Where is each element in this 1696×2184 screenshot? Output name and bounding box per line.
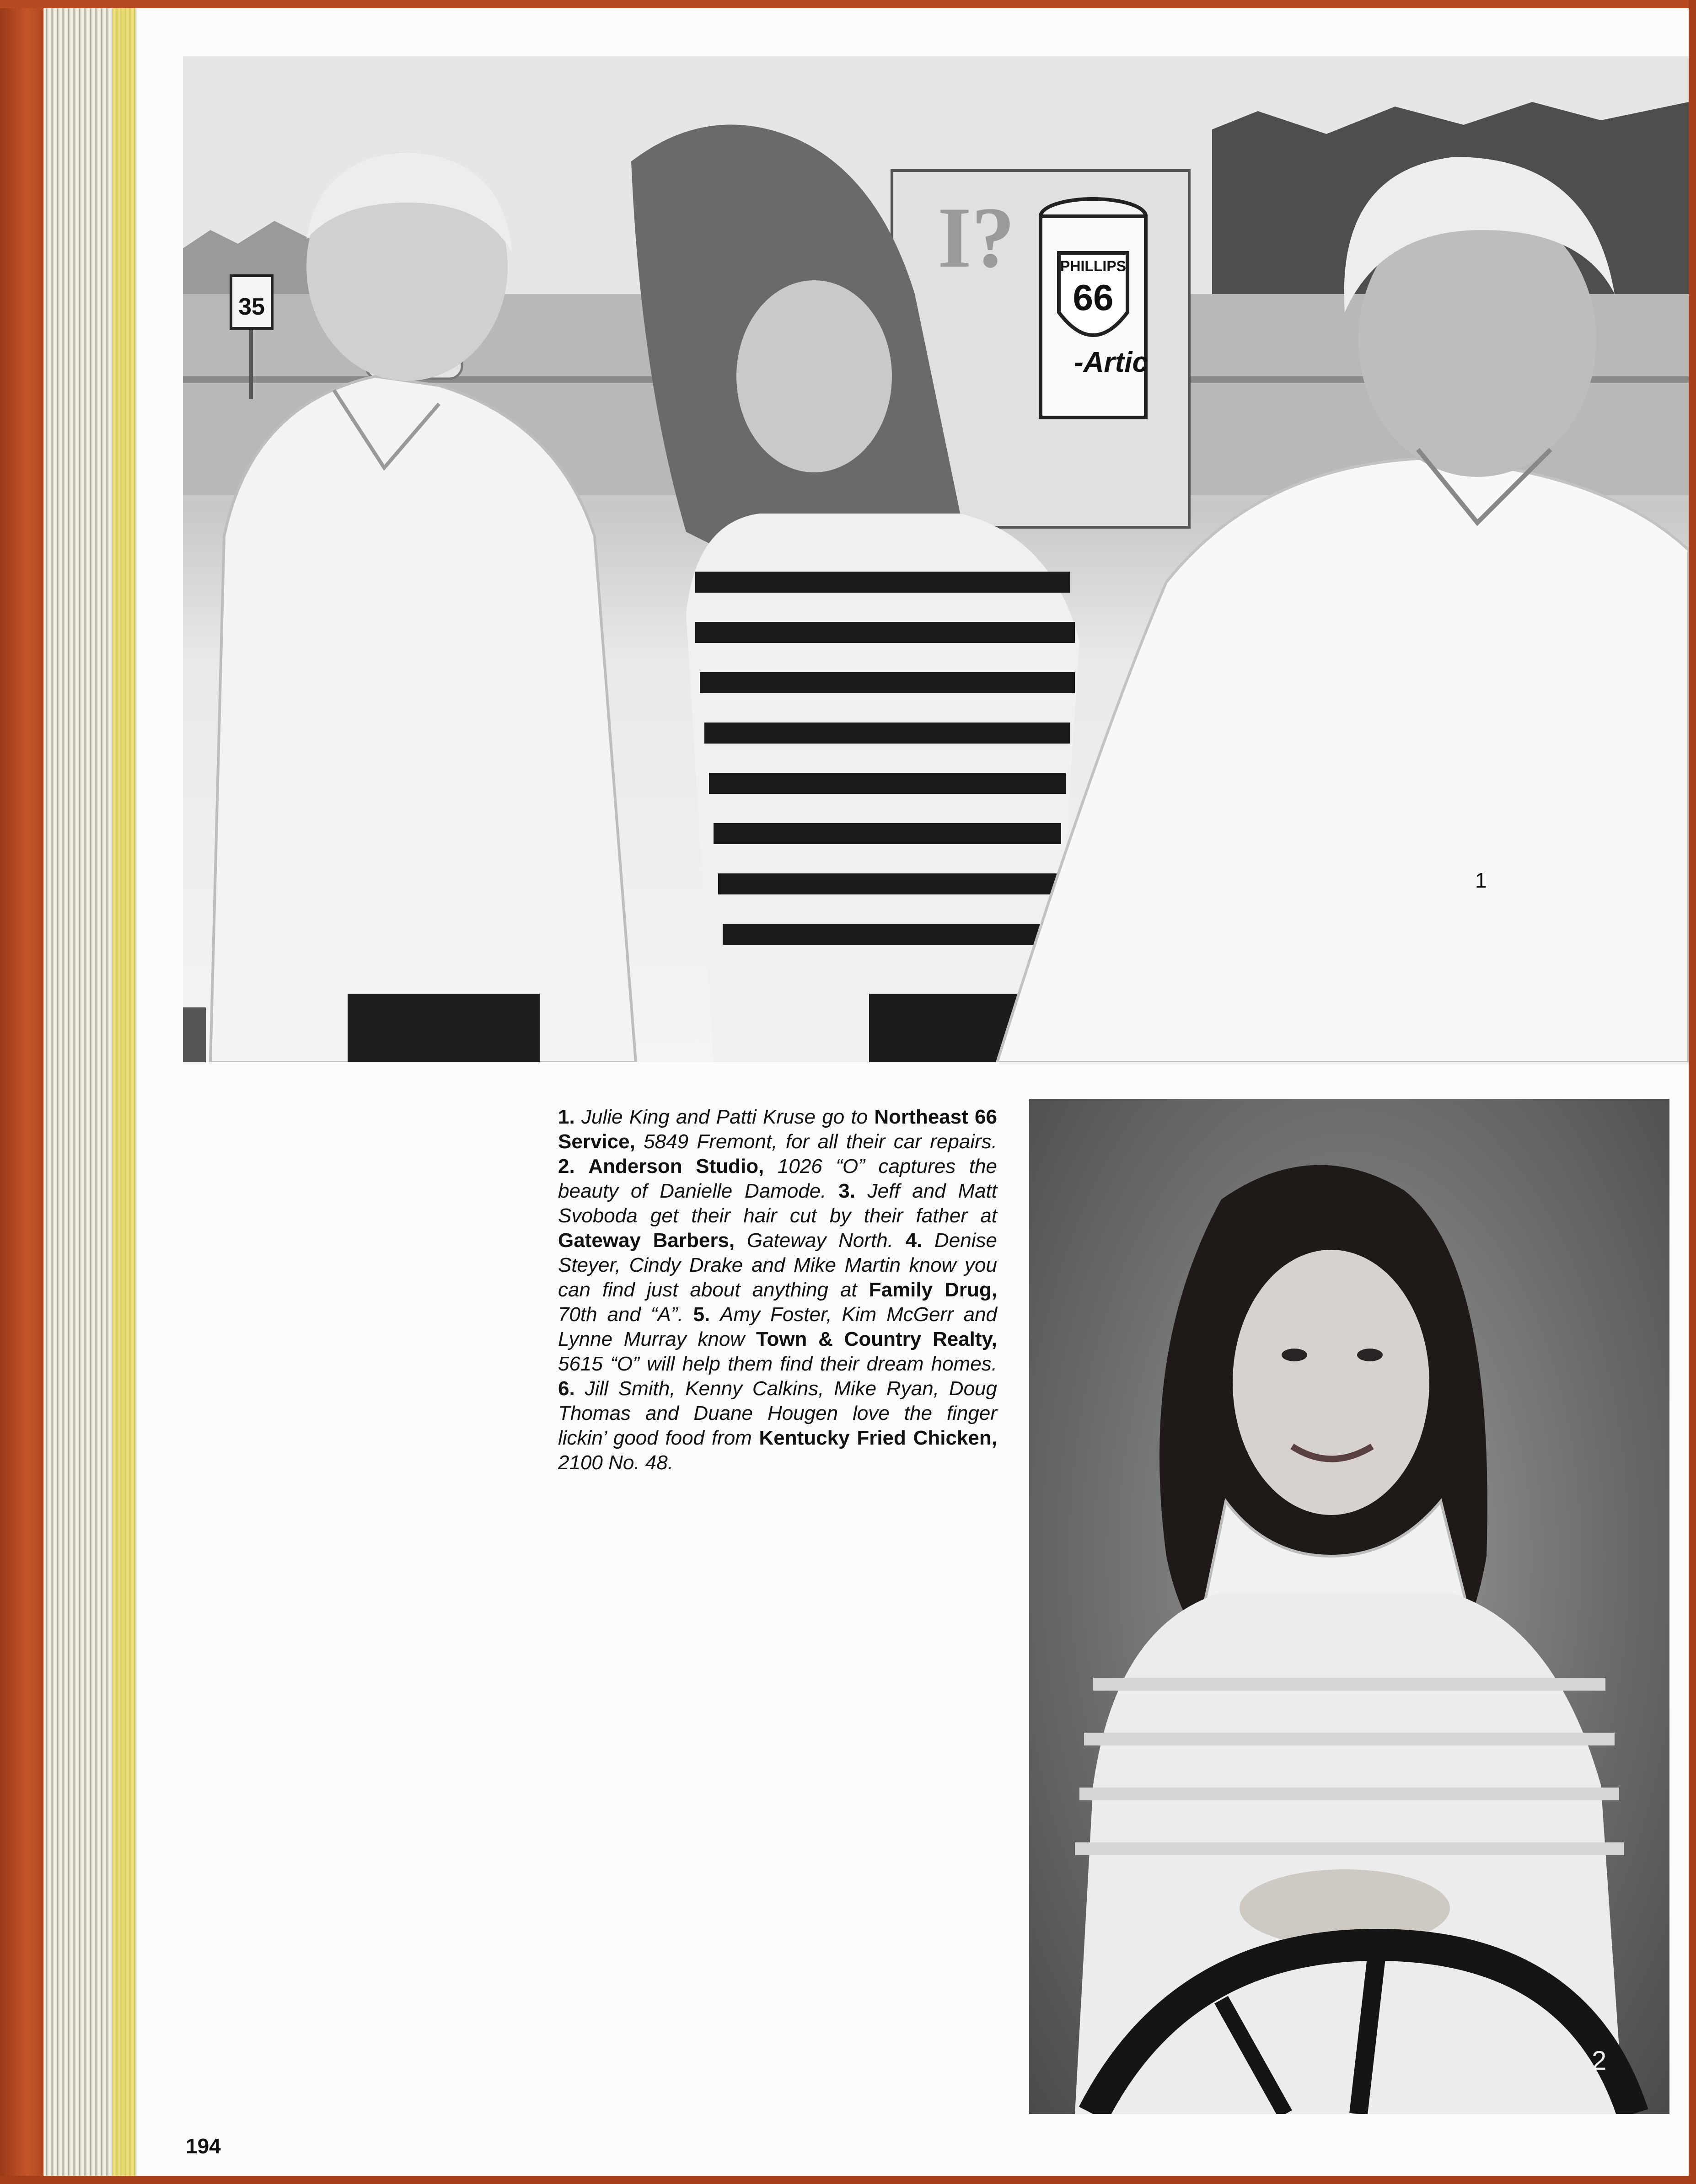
- sign-brand: PHILLIPS: [1060, 258, 1127, 274]
- caption-business-name: Family Drug,: [869, 1279, 998, 1301]
- yearbook-page: [137, 8, 1689, 2176]
- book-cover-top: [0, 0, 1696, 8]
- caption-item-number: 6.: [558, 1377, 575, 1400]
- caption-text: 2100 No. 48.: [558, 1451, 673, 1474]
- page-number: 194: [186, 2134, 221, 2158]
- photo-gas-station-illustration: [183, 56, 1689, 1062]
- caption-item-number: 3.: [838, 1180, 855, 1202]
- caption-item-number: 2.: [558, 1155, 575, 1178]
- photo-portrait: [1029, 1099, 1669, 2114]
- photo-portrait-illustration: [1029, 1099, 1669, 2114]
- caption-business-name: Kentucky Fried Chicken,: [759, 1427, 997, 1449]
- photo-2-number: 2: [1592, 2046, 1607, 2076]
- sign-headline: I?: [938, 190, 1015, 286]
- caption-text: Amy Foster, Kim McGerr and Lynne Murray know: [558, 1303, 998, 1350]
- caption-text: Gateway North.: [735, 1229, 893, 1252]
- photo-gas-station: [183, 56, 1689, 1062]
- caption-text: Jill Smith, Kenny Calkins, Mike Ryan, Doug Thomas and Duane Hougen love the finger lickin’ good food from: [558, 1377, 997, 1449]
- photo-1-number: 1: [1475, 868, 1487, 892]
- caption-text: 5849 Fremont, for all their car repairs.: [635, 1130, 997, 1153]
- book-cover-right: [1689, 0, 1696, 2184]
- sign-product: -Artic: [1074, 347, 1148, 378]
- caption-text: Julie King and Patti Kruse go to: [581, 1106, 875, 1128]
- book-cover-bottom: [0, 2176, 1696, 2184]
- caption-business-name: Town & Country Realty,: [756, 1328, 997, 1350]
- caption-text: Denise Steyer, Cindy Drake and Mike Martin know you can find just about anything at: [558, 1229, 997, 1301]
- caption-text: 5615 “O” will help them find their dream homes.: [558, 1353, 997, 1375]
- caption-item-number: 5.: [693, 1303, 710, 1326]
- sign-brand-number: 66: [1073, 277, 1114, 318]
- caption-block: [558, 1105, 997, 1475]
- caption-business-name: Northeast 66 Service,: [558, 1106, 997, 1153]
- caption-text: 1026 “O” captures the beauty of Danielle Damode.: [558, 1155, 997, 1202]
- speed-limit-text: 35: [238, 294, 265, 320]
- caption-text: Jeff and Matt Svoboda get their hair cut by their father at: [558, 1180, 998, 1227]
- caption-business-name: Gateway Barbers,: [558, 1229, 735, 1252]
- page-edges: [43, 0, 144, 2184]
- yellow-page-tabs: [112, 0, 135, 2184]
- caption-text: 70th and “A”.: [558, 1303, 683, 1326]
- caption-business-name: Anderson Studio,: [588, 1155, 764, 1178]
- caption-item-number: 4.: [905, 1229, 923, 1252]
- book-cover-left: [0, 0, 50, 2184]
- caption-item-number: 1.: [558, 1106, 575, 1128]
